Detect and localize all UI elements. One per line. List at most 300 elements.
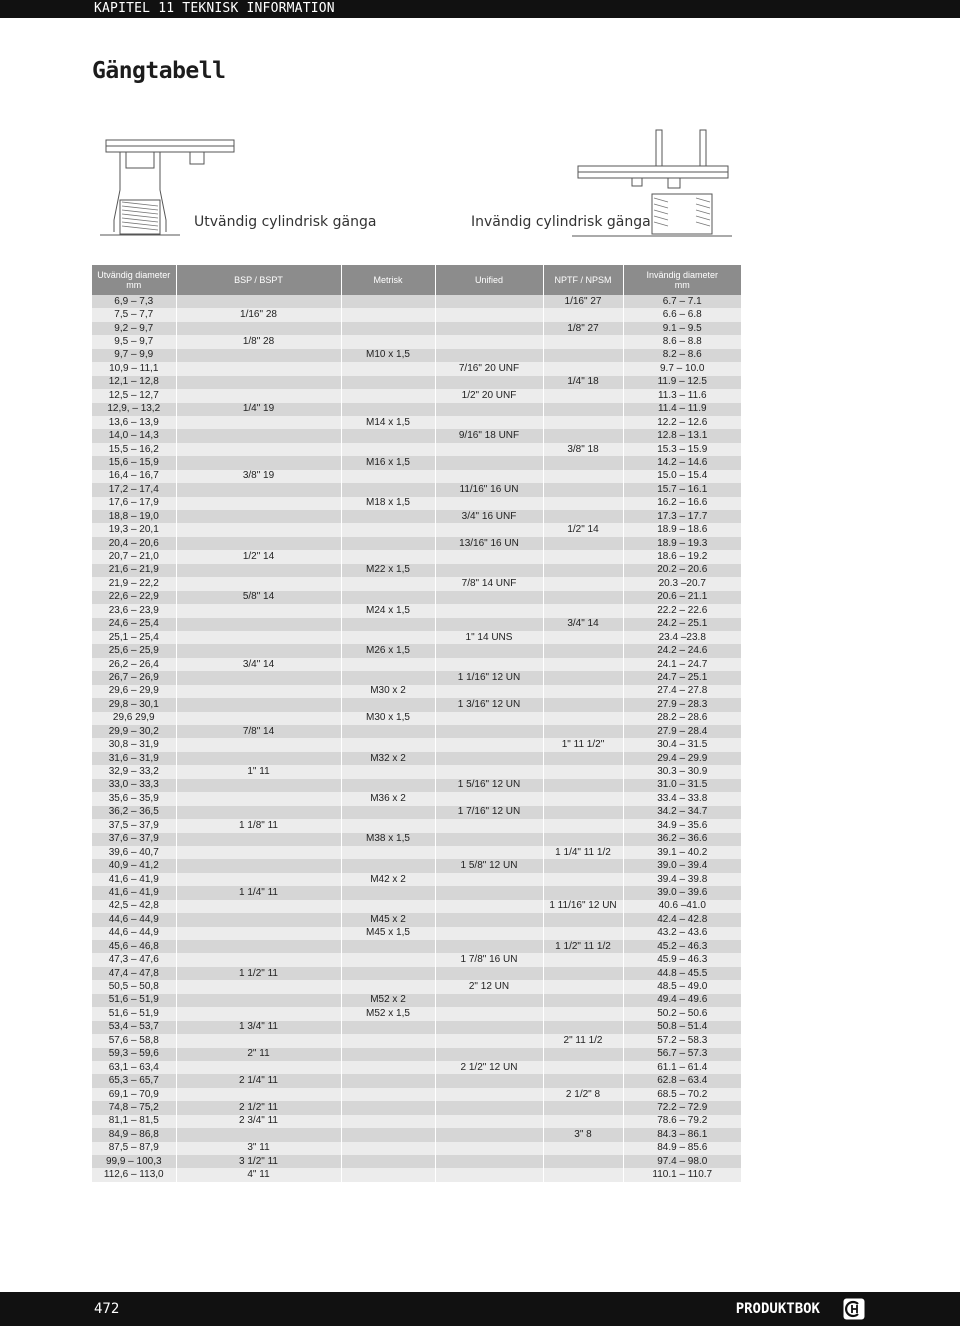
cell-nptf — [543, 416, 623, 429]
cell-outer-diameter: 112,6 – 113,0 — [92, 1168, 176, 1181]
table-row — [92, 819, 741, 832]
cell-unified: 7/16" 20 UNF — [435, 362, 543, 375]
cell-inner-diameter: 9.1 – 9.5 — [623, 322, 741, 335]
cell-unified — [435, 295, 543, 308]
table-row — [92, 913, 741, 926]
cell-metric: M26 x 1,5 — [341, 644, 435, 657]
cell-metric — [341, 738, 435, 751]
cell-inner-diameter: 42.4 – 42.8 — [623, 913, 741, 926]
cell-nptf — [543, 1074, 623, 1087]
cell-outer-diameter: 32,9 – 33,2 — [92, 765, 176, 778]
cell-outer-diameter: 41,6 – 41,9 — [92, 873, 176, 886]
cell-unified — [435, 994, 543, 1007]
table-row — [92, 1128, 741, 1141]
cell-metric: M52 x 1,5 — [341, 1007, 435, 1020]
cell-outer-diameter: 9,5 – 9,7 — [92, 335, 176, 348]
cell-outer-diameter: 31,6 – 31,9 — [92, 752, 176, 765]
cell-nptf: 1 1/4" 11 1/2 — [543, 846, 623, 859]
cell-bsp: 1/16" 28 — [176, 308, 341, 321]
cell-bsp — [176, 846, 341, 859]
table-row — [92, 1061, 741, 1074]
cell-bsp: 1/8" 28 — [176, 335, 341, 348]
cell-bsp: 2 1/4" 11 — [176, 1074, 341, 1087]
cell-nptf: 1" 11 1/2" — [543, 738, 623, 751]
cell-metric — [341, 1155, 435, 1168]
cell-nptf — [543, 967, 623, 980]
table-row — [92, 994, 741, 1007]
cell-nptf — [543, 403, 623, 416]
cell-outer-diameter: 59,3 – 59,6 — [92, 1048, 176, 1061]
cell-bsp — [176, 456, 341, 469]
cell-outer-diameter: 12,1 – 12,8 — [92, 376, 176, 389]
cell-unified — [435, 376, 543, 389]
cell-metric — [341, 618, 435, 631]
cell-nptf — [543, 604, 623, 617]
cell-nptf — [543, 1021, 623, 1034]
cell-unified — [435, 591, 543, 604]
cell-unified — [435, 1168, 543, 1181]
cell-metric: M14 x 1,5 — [341, 416, 435, 429]
cell-inner-diameter: 29.4 – 29.9 — [623, 752, 741, 765]
cell-bsp — [176, 927, 341, 940]
table-row — [92, 1142, 741, 1155]
table-row — [92, 1021, 741, 1034]
table-row — [92, 1155, 741, 1168]
cell-inner-diameter: 36.2 – 36.6 — [623, 833, 741, 846]
cell-bsp — [176, 833, 341, 846]
cell-bsp — [176, 1088, 341, 1101]
cell-bsp: 4" 11 — [176, 1168, 341, 1181]
table-row — [92, 765, 741, 778]
cell-nptf — [543, 779, 623, 792]
cell-bsp — [176, 752, 341, 765]
cell-inner-diameter: 22.2 – 22.6 — [623, 604, 741, 617]
cell-bsp: 1 1/2" 11 — [176, 967, 341, 980]
cell-bsp — [176, 994, 341, 1007]
cell-outer-diameter: 53,4 – 53,7 — [92, 1021, 176, 1034]
table-row — [92, 806, 741, 819]
table-row — [92, 873, 741, 886]
cell-bsp — [176, 564, 341, 577]
cell-inner-diameter: 24.2 – 24.6 — [623, 644, 741, 657]
cell-unified — [435, 685, 543, 698]
cell-unified — [435, 349, 543, 362]
cell-unified — [435, 1007, 543, 1020]
cell-unified — [435, 725, 543, 738]
cell-bsp — [176, 322, 341, 335]
cell-bsp — [176, 1128, 341, 1141]
cell-nptf — [543, 725, 623, 738]
cell-inner-diameter: 24.1 – 24.7 — [623, 658, 741, 671]
table-row — [92, 980, 741, 993]
table-row — [92, 429, 741, 442]
cell-inner-diameter: 33.4 – 33.8 — [623, 792, 741, 805]
cell-metric: M42 x 2 — [341, 873, 435, 886]
cell-nptf — [543, 1048, 623, 1061]
cell-metric: M45 x 1,5 — [341, 927, 435, 940]
cell-inner-diameter: 15.0 – 15.4 — [623, 470, 741, 483]
cell-unified — [435, 819, 543, 832]
cell-inner-diameter: 39.0 – 39.6 — [623, 886, 741, 899]
cell-metric — [341, 1128, 435, 1141]
table-row — [92, 349, 741, 362]
cell-outer-diameter: 29,9 – 30,2 — [92, 725, 176, 738]
table-row — [92, 1115, 741, 1128]
cell-metric: M10 x 1,5 — [341, 349, 435, 362]
chapter-header-bar — [0, 0, 960, 18]
cell-inner-diameter: 30.3 – 30.9 — [623, 765, 741, 778]
cell-unified — [435, 1088, 543, 1101]
internal-thread-caption: Invändig cylindrisk gänga — [471, 214, 651, 230]
cell-unified — [435, 456, 543, 469]
table-row — [92, 886, 741, 899]
cell-nptf — [543, 1101, 623, 1114]
cell-inner-diameter: 8.6 – 8.8 — [623, 335, 741, 348]
cell-nptf: 1/16" 27 — [543, 295, 623, 308]
table-header-row — [92, 265, 741, 295]
cell-inner-diameter: 15.3 – 15.9 — [623, 443, 741, 456]
cell-inner-diameter: 14.2 – 14.6 — [623, 456, 741, 469]
cell-bsp — [176, 940, 341, 953]
cell-bsp — [176, 577, 341, 590]
cell-outer-diameter: 29,6 29,9 — [92, 712, 176, 725]
cell-bsp: 2 3/4" 11 — [176, 1115, 341, 1128]
cell-outer-diameter: 81,1 – 81,5 — [92, 1115, 176, 1128]
cell-unified — [435, 886, 543, 899]
cell-bsp: 1 3/4" 11 — [176, 1021, 341, 1034]
cell-unified — [435, 873, 543, 886]
cell-outer-diameter: 69,1 – 70,9 — [92, 1088, 176, 1101]
table-row — [92, 1034, 741, 1047]
cell-metric — [341, 1048, 435, 1061]
cell-outer-diameter: 26,2 – 26,4 — [92, 658, 176, 671]
cell-metric: M32 x 2 — [341, 752, 435, 765]
cell-nptf — [543, 1115, 623, 1128]
cell-nptf — [543, 658, 623, 671]
cell-outer-diameter: 10,9 – 11,1 — [92, 362, 176, 375]
cell-unified — [435, 308, 543, 321]
cell-metric — [341, 953, 435, 966]
cell-unified — [435, 792, 543, 805]
table-row — [92, 470, 741, 483]
cell-nptf — [543, 510, 623, 523]
cell-inner-diameter: 16.2 – 16.6 — [623, 497, 741, 510]
cell-metric — [341, 1074, 435, 1087]
cell-nptf — [543, 429, 623, 442]
cell-nptf — [543, 470, 623, 483]
cell-bsp: 5/8" 14 — [176, 591, 341, 604]
cell-unified — [435, 900, 543, 913]
cell-inner-diameter: 6.7 – 7.1 — [623, 295, 741, 308]
cell-outer-diameter: 20,4 – 20,6 — [92, 537, 176, 550]
cell-inner-diameter: 17.3 – 17.7 — [623, 510, 741, 523]
cell-inner-diameter: 15.7 – 16.1 — [623, 483, 741, 496]
cell-unified — [435, 1074, 543, 1087]
cell-metric — [341, 483, 435, 496]
cell-unified — [435, 927, 543, 940]
cell-nptf — [543, 1155, 623, 1168]
cell-bsp — [176, 953, 341, 966]
cell-bsp — [176, 631, 341, 644]
cell-bsp — [176, 913, 341, 926]
cell-inner-diameter: 18.9 – 19.3 — [623, 537, 741, 550]
table-row — [92, 1101, 741, 1114]
cell-metric — [341, 470, 435, 483]
cell-inner-diameter: 27.9 – 28.3 — [623, 698, 741, 711]
column-header-inner-diameter: Invändig diameter mm — [623, 265, 741, 295]
cell-metric — [341, 779, 435, 792]
table-row — [92, 497, 741, 510]
cell-nptf: 2 1/2" 8 — [543, 1088, 623, 1101]
cell-nptf — [543, 859, 623, 872]
cell-metric — [341, 671, 435, 684]
cell-metric — [341, 443, 435, 456]
cell-unified — [435, 564, 543, 577]
cell-unified: 2" 12 UN — [435, 980, 543, 993]
cell-bsp — [176, 523, 341, 536]
cell-bsp — [176, 671, 341, 684]
cell-nptf — [543, 994, 623, 1007]
cell-metric — [341, 631, 435, 644]
cell-inner-diameter: 12.2 – 12.6 — [623, 416, 741, 429]
cell-outer-diameter: 12,5 – 12,7 — [92, 389, 176, 402]
cell-outer-diameter: 22,6 – 22,9 — [92, 591, 176, 604]
cell-metric: M36 x 2 — [341, 792, 435, 805]
cell-metric — [341, 308, 435, 321]
cell-nptf: 1 11/16" 12 UN — [543, 900, 623, 913]
cell-outer-diameter: 37,5 – 37,9 — [92, 819, 176, 832]
cell-inner-diameter: 84.9 – 85.6 — [623, 1142, 741, 1155]
cell-unified: 7/8" 14 UNF — [435, 577, 543, 590]
table-row — [92, 927, 741, 940]
cell-unified — [435, 523, 543, 536]
cell-nptf — [543, 927, 623, 940]
cell-nptf — [543, 685, 623, 698]
cell-metric — [341, 1088, 435, 1101]
cell-outer-diameter: 24,6 – 25,4 — [92, 618, 176, 631]
cell-bsp — [176, 1007, 341, 1020]
cell-inner-diameter: 56.7 – 57.3 — [623, 1048, 741, 1061]
cell-bsp — [176, 443, 341, 456]
cell-inner-diameter: 31.0 – 31.5 — [623, 779, 741, 792]
cell-nptf — [543, 765, 623, 778]
cell-metric — [341, 537, 435, 550]
cell-nptf — [543, 389, 623, 402]
cell-nptf — [543, 483, 623, 496]
cell-unified: 1 3/16" 12 UN — [435, 698, 543, 711]
cell-outer-diameter: 44,6 – 44,9 — [92, 913, 176, 926]
cell-outer-diameter: 57,6 – 58,8 — [92, 1034, 176, 1047]
cell-unified — [435, 1034, 543, 1047]
cell-outer-diameter: 15,5 – 16,2 — [92, 443, 176, 456]
cell-inner-diameter: 62.8 – 63.4 — [623, 1074, 741, 1087]
table-row — [92, 671, 741, 684]
cell-outer-diameter: 41,6 – 41,9 — [92, 886, 176, 899]
cell-bsp — [176, 1061, 341, 1074]
cell-bsp: 3" 11 — [176, 1142, 341, 1155]
cell-unified — [435, 1155, 543, 1168]
cell-inner-diameter: 57.2 – 58.3 — [623, 1034, 741, 1047]
cell-metric — [341, 389, 435, 402]
cell-inner-diameter: 27.9 – 28.4 — [623, 725, 741, 738]
table-row — [92, 738, 741, 751]
cell-unified: 9/16" 18 UNF — [435, 429, 543, 442]
cell-metric — [341, 591, 435, 604]
cell-bsp — [176, 362, 341, 375]
cell-metric — [341, 765, 435, 778]
cell-inner-diameter: 11.9 – 12.5 — [623, 376, 741, 389]
column-header-nptf: NPTF / NPSM — [543, 265, 623, 295]
cell-metric: M30 x 2 — [341, 685, 435, 698]
cell-inner-diameter: 61.1 – 61.4 — [623, 1061, 741, 1074]
cell-unified — [435, 738, 543, 751]
cell-unified — [435, 1101, 543, 1114]
cell-nptf — [543, 349, 623, 362]
cell-metric — [341, 1061, 435, 1074]
cell-inner-diameter: 18.9 – 18.6 — [623, 523, 741, 536]
cell-nptf — [543, 886, 623, 899]
cell-nptf: 3/4" 14 — [543, 618, 623, 631]
cell-nptf — [543, 671, 623, 684]
cell-inner-diameter: 28.2 – 28.6 — [623, 712, 741, 725]
cell-metric — [341, 295, 435, 308]
cell-inner-diameter: 23.4 –23.8 — [623, 631, 741, 644]
cell-metric — [341, 819, 435, 832]
cell-inner-diameter: 12.8 – 13.1 — [623, 429, 741, 442]
cell-nptf — [543, 752, 623, 765]
table-row — [92, 846, 741, 859]
cell-metric — [341, 510, 435, 523]
cell-bsp: 1 1/8" 11 — [176, 819, 341, 832]
cell-metric: M24 x 1,5 — [341, 604, 435, 617]
cell-inner-diameter: 39.1 – 40.2 — [623, 846, 741, 859]
table-row — [92, 725, 741, 738]
cell-outer-diameter: 51,6 – 51,9 — [92, 994, 176, 1007]
table-row — [92, 792, 741, 805]
table-row — [92, 1088, 741, 1101]
table-row — [92, 859, 741, 872]
cell-nptf — [543, 953, 623, 966]
cell-outer-diameter: 50,5 – 50,8 — [92, 980, 176, 993]
column-header-outer-diameter: Utvändig diameter mm — [92, 265, 176, 295]
cell-outer-diameter: 42,5 – 42,8 — [92, 900, 176, 913]
table-row — [92, 1048, 741, 1061]
cell-metric — [341, 967, 435, 980]
cell-nptf — [543, 362, 623, 375]
cell-unified: 1 1/16" 12 UN — [435, 671, 543, 684]
table-row — [92, 537, 741, 550]
cell-unified — [435, 1128, 543, 1141]
cell-bsp: 7/8" 14 — [176, 725, 341, 738]
cell-outer-diameter: 37,6 – 37,9 — [92, 833, 176, 846]
cell-metric — [341, 886, 435, 899]
cell-inner-diameter: 44.8 – 45.5 — [623, 967, 741, 980]
cell-unified — [435, 322, 543, 335]
cell-outer-diameter: 18,8 – 19,0 — [92, 510, 176, 523]
cell-outer-diameter: 84,9 – 86,8 — [92, 1128, 176, 1141]
cell-unified: 1" 14 UNS — [435, 631, 543, 644]
cell-outer-diameter: 7,5 – 7,7 — [92, 308, 176, 321]
cell-unified — [435, 497, 543, 510]
cell-unified — [435, 416, 543, 429]
table-row — [92, 1074, 741, 1087]
cell-bsp — [176, 429, 341, 442]
cell-bsp — [176, 980, 341, 993]
cell-nptf — [543, 712, 623, 725]
cell-nptf: 3/8" 18 — [543, 443, 623, 456]
table-row — [92, 685, 741, 698]
table-row — [92, 779, 741, 792]
cell-outer-diameter: 74,8 – 75,2 — [92, 1101, 176, 1114]
cell-nptf: 1/8" 27 — [543, 322, 623, 335]
cell-inner-diameter: 8.2 – 8.6 — [623, 349, 741, 362]
cell-outer-diameter: 19,3 – 20,1 — [92, 523, 176, 536]
cell-bsp: 3/4" 14 — [176, 658, 341, 671]
cell-bsp — [176, 900, 341, 913]
cell-inner-diameter: 20.6 – 21.1 — [623, 591, 741, 604]
cell-bsp: 3/8" 19 — [176, 470, 341, 483]
cell-unified — [435, 1021, 543, 1034]
cell-outer-diameter: 20,7 – 21,0 — [92, 550, 176, 563]
cell-unified — [435, 604, 543, 617]
table-row — [92, 591, 741, 604]
cell-metric — [341, 846, 435, 859]
cell-outer-diameter: 47,3 – 47,6 — [92, 953, 176, 966]
table-row — [92, 416, 741, 429]
cell-nptf — [543, 497, 623, 510]
cell-outer-diameter: 23,6 – 23,9 — [92, 604, 176, 617]
cell-inner-diameter: 110.1 – 110.7 — [623, 1168, 741, 1181]
cell-metric — [341, 900, 435, 913]
cell-bsp: 1 1/4" 11 — [176, 886, 341, 899]
table-row — [92, 550, 741, 563]
cell-inner-diameter: 20.3 –20.7 — [623, 577, 741, 590]
cell-unified — [435, 967, 543, 980]
cell-unified — [435, 913, 543, 926]
table-row — [92, 295, 741, 308]
cell-unified — [435, 712, 543, 725]
cell-bsp — [176, 859, 341, 872]
cell-bsp — [176, 483, 341, 496]
cell-outer-diameter: 15,6 – 15,9 — [92, 456, 176, 469]
cell-inner-diameter: 45.9 – 46.3 — [623, 953, 741, 966]
cell-unified: 1/2" 20 UNF — [435, 389, 543, 402]
cell-outer-diameter: 13,6 – 13,9 — [92, 416, 176, 429]
cell-metric — [341, 322, 435, 335]
cell-metric: M22 x 1,5 — [341, 564, 435, 577]
cell-unified — [435, 618, 543, 631]
table-row — [92, 335, 741, 348]
cell-bsp — [176, 806, 341, 819]
cell-nptf — [543, 577, 623, 590]
table-row — [92, 510, 741, 523]
table-body — [92, 295, 741, 1182]
table-row — [92, 308, 741, 321]
cell-inner-diameter: 84.3 – 86.1 — [623, 1128, 741, 1141]
table-row — [92, 483, 741, 496]
cell-metric — [341, 403, 435, 416]
cell-nptf — [543, 913, 623, 926]
table-row — [92, 644, 741, 657]
cell-outer-diameter: 47,4 – 47,8 — [92, 967, 176, 980]
cell-unified — [435, 1142, 543, 1155]
cell-bsp: 3 1/2" 11 — [176, 1155, 341, 1168]
cell-bsp — [176, 779, 341, 792]
cell-unified — [435, 1048, 543, 1061]
cell-unified: 2 1/2" 12 UN — [435, 1061, 543, 1074]
cell-metric: M38 x 1,5 — [341, 833, 435, 846]
cell-bsp — [176, 376, 341, 389]
